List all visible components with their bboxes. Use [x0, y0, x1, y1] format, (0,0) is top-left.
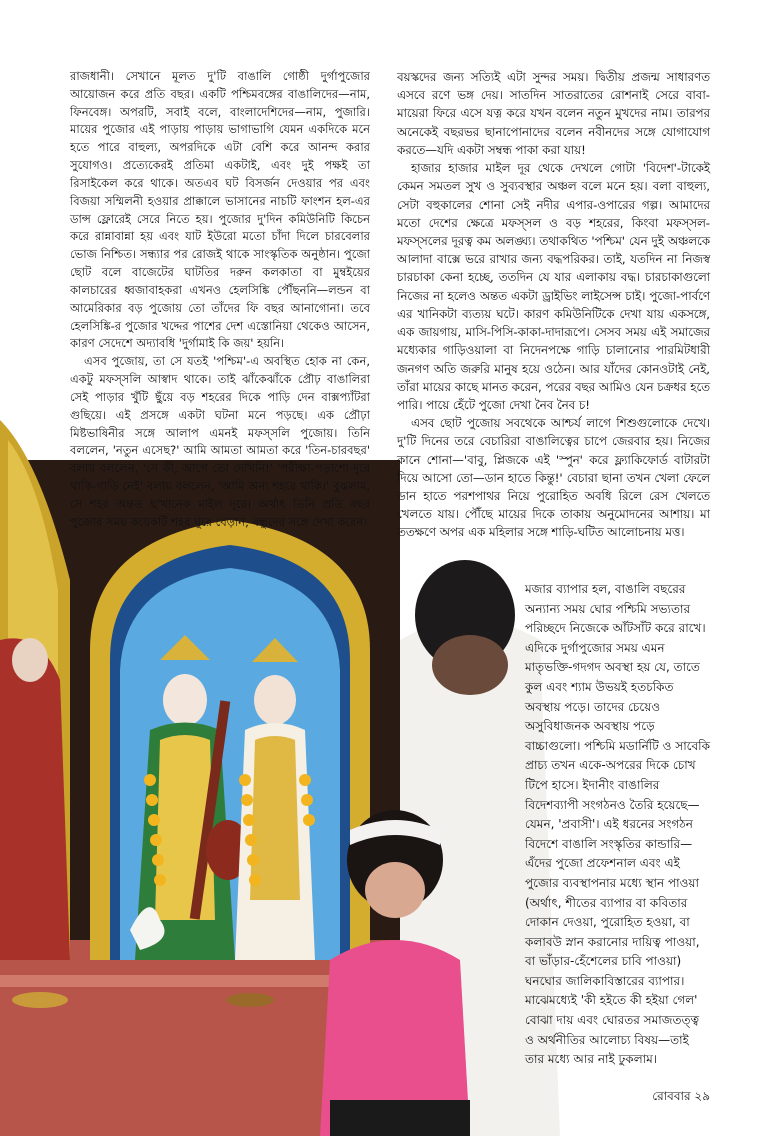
right-column	[397, 68, 710, 542]
page-folio: রোববার ২৯	[652, 1089, 710, 1103]
right-paragraph-1: বয়স্কদের জন্য সত্যিই এটা সুন্দর সময়। দ্বিতীয় প্রজন্ম সাধারণত এসবে রণে ভঙ্গ দেয়। সাতদিন সাতরাতের রোশনাই সেরে বাবা-মায়েরা ফিরে এসে যত্ন করে যখন বলেন নতুন মুখদের নাম। তারপর অনেকেই বছরভর ছানাপোনাদের বলেন নবীনদের সঙ্গে যোগাযোগ করতে—যদি একটা সম্বন্ধ পাকা করা যায়!	[397, 70, 710, 157]
right-paragraph-3: এসব ছোট পুজোয় সবথেকে আশ্চর্য লাগে শিশুগুলোকে দেখে। দু'টি দিনের তরে বেচারিরা বাঙালিত্বের চাপে জেরবার হয়। নিজের কানে শোনা—'বাবু, প্লিজকে এই 'স্পুন' করে ফ্ল্যাকিফোর্ড বাটারটা দিয়ে আসো তো—ডান হাতে কিন্তু!' বেচারা ছানা তখন খেলা ফেলে ডান হাতে পরশপাথর নিয়ে পুরোহিত অবধি রিলে রেস খেলতে খেলতে যায়। পৌঁছে মায়ের দিকে তাকায় অনুমোদনের আশায়। মা ততক্ষণে অপর এক মহিলার সঙ্গে শাড়ি-ঘটিত আলোচনায় মত্ত।	[397, 416, 710, 540]
left-paragraph-2: এসব পুজোয়, তা সে যতই 'পশ্চিম'-এ অবস্থিত হোক না কেন, একটু মফস্‌সলি আস্বাদ থাকে। তাই ঝাঁকেঝাঁকে প্রৌঢ় বাঙালিরা সেই পাড়ার খুঁটি ছুঁয়ে বড় শহরের দিকে পাড়ি দেন বাক্সপ্যাঁটরা গুছিয়ে। এই প্রসঙ্গে একটা ঘটনা মনে পড়ছে। এক প্রৌঢ়া মিষ্টভাষিনীর সঙ্গে আলাপ এমনই মফস্‌সলি পুজোয়। তিনি বললেন, 'নতুন এসেছ?' আমি আমতা আমতা করে 'তিন-চারবছর' বলায় বললেন, 'সে কী, আগে তো দেখিনি!' 'পরীক্ষা-পড়াশো-দূরে থাকি-গাড়ি নেই' বলায় বললেন, 'আমি অন্য শহরে থাকি।' বুঝলাম, সে শহর অন্তত ছ'খানেক মাইল দূরে। অর্থাৎ তিনি প্রতি বছর পুজোর সময় কয়েকটি শহর ঘুরে বেড়ান, বন্ধুদের সঙ্গে দেখা করেন।	[70, 354, 370, 529]
left-column	[70, 68, 370, 532]
right-column-wrap	[525, 580, 710, 1070]
right-paragraph-4: মজার ব্যাপার হল, বাঙালি বছরের অন্যান্য সময় ঘোর পশ্চিমি সভ্যতার পরিচ্ছদে নিজেকে আঁটসাঁট করে রাখে। এদিকে দুর্গাপুজোর সময় এমন মাতৃভক্তি-গদগদ অবস্থা হয় যে, তাতে কুল এবং শ্যাম উভয়ই হতচকিত অবস্থায় পড়ে। তাদের চেয়েও অসুবিধাজনক অবস্থায় পড়ে বাচ্চাগুলো। পশ্চিমি মডার্নিটি ও সাবেকি প্রাচ্য তখন একে-অপরের দিকে চোখ টিপে হাসে। ইদানীং বাঙালির বিদেশব্যাপী সংগঠনও তৈরি হয়েছে—যেমন, 'প্রবাসী'। এই ধরনের সংগঠন বিদেশে বাঙালি সংস্কৃতির কান্ডারি—এঁদের পুজো প্রফেশনাল এবং এই পুজোর ব্যবস্থাপনার মধ্যে স্থান পাওয়া (অর্থাৎ, শীতের ব্যাপার বা কবিতার দোকান দেওয়া, পুরোহিত হওয়া, বা কলাবউ স্নান করানোর দায়িত্ব পাওয়া, বা ভাঁড়ার-হেঁশেলের চাবি পাওয়া) ঘনঘোর জালিকাবিস্তারের ব্যাপার। মাঝেমধ্যেই 'কী হইতে কী হইয়া গেল' বোঝা দায় এবং ঘোরতর সমাজতত্ত্ব ও অর্থনীতির আলোচ্য বিষয়—তাই তার মধ্যে আর নাই ঢুকলাম।	[525, 582, 711, 1067]
right-paragraph-2: হাজার হাজার মাইল দূর থেকে দেখলে গোটা 'বিদেশ'-টাকেই কেমন সমতল সুখ ও সুব্যবস্থার অঞ্চল বলে মনে হয়। বলা বাহুল্য, সেটা বহুকালের শোনা সেই নদীর এপার-ওপারের গল্প। আমাদের মতো দেশের ক্ষেত্রে মফস্‌সল ও বড় শহরের, কিংবা মফস্‌সল-মফস্‌সলের দূরত্ব কম অলঙ্ঘ্য। তথাকথিত 'পশ্চিম' যেন দুই অঞ্চলকে আলাদা বাক্সে ভরে রাখার জন্য বদ্ধপরিকর। তাই, যতদিন না নিজস্ব চারচাকা কেনা হচ্ছে, ততদিন যে যার এলাকায় বদ্ধ। চারচাকাগুলো নিজের না হলেও অন্তত একটা ড্রাইভিং লাইসেন্স চাই। পুজো-পার্বণে এর খানিকটা ব্যত্যয় ঘটে। কারণ কমিউনিটিকে দেখা যায় একসঙ্গে, এক জায়গায়, মাসি-পিসি-কাকা-দাদারূপে। সেসব সময় এই সমাজের মধ্যেকার গাড়িওয়ালা বা নিদেনপক্ষে গাড়ি চালানোর পারমিটধারী জনগণ অতি জরুরি মানুষ হয়ে ওঠেন। আর যাঁদের কোনওটাই নেই, তাঁরা মায়ের কাছে মানত করেন, পরের বছর আমিও যেন চক্রধর হতে পারি। পায়ে হেঁটে পুজো দেখা নৈব নৈব চ!	[397, 161, 710, 412]
left-paragraph-1: রাজধানী। সেখানে মূলত দু'টি বাঙালি গোষ্ঠী দুর্গাপুজোর আয়োজন করে প্রতি বছর। একটি পশ্চিমবঙ্গের বাঙালিদের—নাম, ফিনবেঙ্গ। অপরটি, সবাই বলে, বাংলাদেশিদের—নাম, পুজারি। মায়ের পুজোর এই পাড়ায় পাড়ায় ভাগাভাগি যেমন একদিকে মনে হতে পারে বাহুল্য, অপরদিকে এটা বেশি করে আনন্দ করার সুযোগও। প্রত্যেকেরই প্রতিমা একটাই, এবং দুই পক্ষই তা রিসাইকেল করে থাকে। অতএব ঘট বিসর্জন দেওয়ার পর এবং বিজয়া সম্মিলনী হওয়ার প্রাক্কালে ভাসানের নাচটি ফাংশন হল-এর ডান্স ফ্লোরেই সেরে নিতে হয়। পুজোর দু'দিন কমিউনিটি কিচেন করে রান্নাবান্না হয় এবং যাট ইউরো মতো চাঁদা দিলে চারবেলার ভোজ নিশ্চিত। সন্ধ্যার পর রোজই থাকে সাংস্কৃতিক অনুষ্ঠান। পুজো ছোট বলে বাজেটের ঘাটতির দরুন কলকাতা বা মুম্বইয়ের কালচারের ধ্বজাবাহকরা এখনও হেলসিঙ্কি পৌঁছননি—লন্ডন বা আমেরিকার বড় পুজোয় তো তাঁদের ফি বছর আনাগোনা। তবে হেলসিঙ্কি-র পুজোর খদ্দের পাশের দেশ এস্তোনিয়া থেকেও আসেন, কারণ সেদেশে অদ্যাবধি 'দুর্গামাই কি জয়' হয়নি।	[70, 69, 370, 351]
